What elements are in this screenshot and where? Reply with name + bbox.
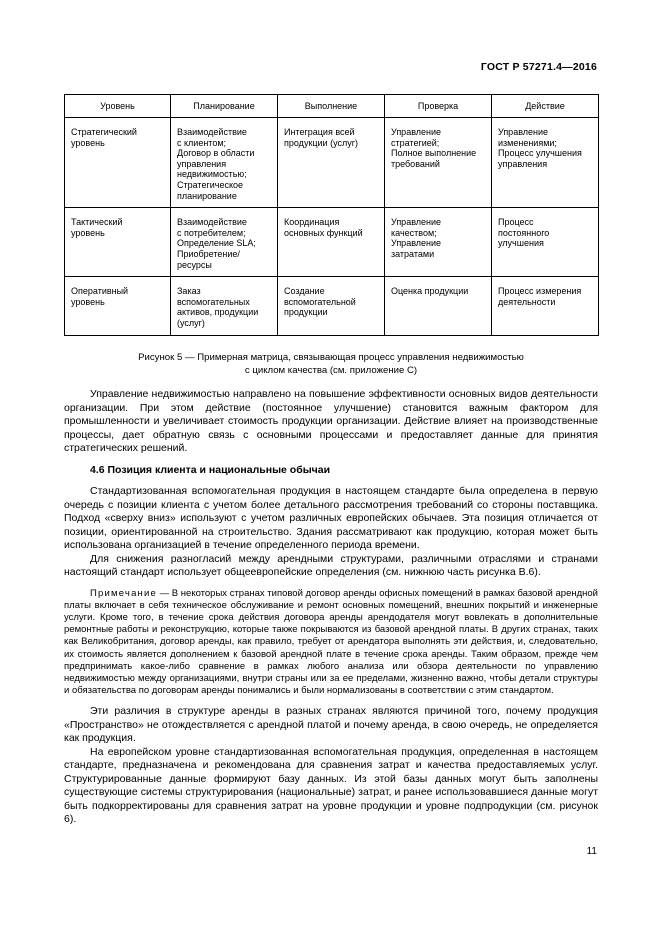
page-number: 11: [586, 846, 597, 857]
table-header-row: [65, 95, 599, 118]
paragraph: Стандартизованная вспомогательная продукция в настоящем стандарте была определена в первую очередь с позиции клиента с учетом более детального рассмотрения требований со стороны поставщика. Подход «сверху вниз» используют с учетом различных европейских обычаев. Эта позиция отличается от позиции, ориентированной на строительство. Здания рассматривают как продукцию, которая может быть использована организацией в течение определенного периода времени.: [64, 485, 598, 551]
figure-caption-line-2: с циклом качества (см. приложение С): [244, 365, 418, 376]
table-cell: Процесс измерения деятельности: [492, 277, 599, 335]
table-row-operational: [65, 277, 599, 335]
table-cell: Стратегический уровень: [65, 118, 171, 208]
table-cell: Управление стратегией; Полное выполнение требований: [385, 118, 492, 208]
column-header-level: Уровень: [65, 95, 171, 118]
table-cell: Процесс постоянного улучшения: [492, 208, 599, 277]
table-cell: Управление изменениями; Процесс улучшения управления: [492, 118, 599, 208]
table-cell: Заказ вспомогательных активов, продукции (услуг): [171, 277, 278, 335]
table-cell: Оперативный уровень: [65, 277, 171, 335]
note-text: — В некоторых странах типовой договор аренды офисных помещений в рамках базовой арендной платы включает в себя техническое обслуживание и ремонт основных помещений, внешних покрытий и инженерные услуги. Кроме того, в течение срока действия договора аренды арендодателя могут вовлекать в дополнительные ремонтные работы и реконструкцию, которые также покрываются из базовой арендной платы. В других странах, таких как Великобритания, договор аренды, как правило, требует от арендатора выполнять эти действия, и, следовательно, их стоимость является дополнением к базовой арендной плате в течение срока аренды. Таким образом, прежде чем предпринимать какое-либо сравнение в рамках любого анализа или обзора деятельности по управлению недвижимостью между организациями, внутри страны или за ее пределами, жизненно важно, чтобы детали структуры и обязательства по договорам аренды понимались и были нормализованы в соответствии с этим стандартом.: [64, 587, 598, 697]
table-row-tactical: [65, 208, 599, 277]
column-header-check: Проверка: [385, 95, 492, 118]
standard-id-header: ГОСТ Р 57271.4—2016: [480, 61, 597, 73]
table-cell: Взаимодействие с клиентом; Договор в области управления недвижимостью; Стратегическое планирование: [171, 118, 278, 208]
figure-caption: [64, 351, 598, 377]
column-header-act: Действие: [492, 95, 599, 118]
paragraph: Управление недвижимостью направлено на повышение эффективности основных видов деятельности организации. При этом действие (постоянное улучшение) становится важным фактором для промышленности и увеличивает стоимость продукции организации. Действие влияет на производственные процессы, дает обратную связь с основными процессами и предоставляет данные для принятия стратегических решений.: [64, 388, 598, 454]
column-header-do: Выполнение: [278, 95, 385, 118]
quality-matrix-table: [64, 94, 599, 336]
column-header-plan: Планирование: [171, 95, 278, 118]
note-label: Примечание: [90, 587, 157, 599]
table-cell: Управление качеством; Управление затратами: [385, 208, 492, 277]
section-heading: 4.6 Позиция клиента и национальные обычаи: [90, 463, 331, 476]
table-cell: Тактический уровень: [65, 208, 171, 277]
figure-caption-line-1: Рисунок 5 — Примерная матрица, связывающая процесс управления недвижимостью: [138, 352, 524, 363]
table-cell: Координация основных функций: [278, 208, 385, 277]
note: [64, 588, 598, 698]
body-text: [64, 388, 598, 827]
table-cell: Оценка продукции: [385, 277, 492, 335]
paragraph: Для снижения разногласий между арендными структурами, различными отраслями и странами настоящий стандарт использует общеевропейские определения (см. нижнюю часть рисунка В.6).: [64, 552, 598, 578]
table-row-strategic: [65, 118, 599, 208]
table-cell: Взаимодействие с потребителем; Определение SLA; Приобретение/ ресурсы: [171, 208, 278, 277]
paragraph: Эти различия в структуре аренды в разных странах являются причиной того, почему продукция «Пространство» не отождествляется с арендной платой и почему аренда, в свою очередь, не определяется как продукция.: [64, 705, 598, 745]
table-cell: Интеграция всей продукции (услуг): [278, 118, 385, 208]
paragraph: На европейском уровне стандартизованная вспомогательная продукция, определенная в настоящем стандарте, предназначена и рекомендована для сравнения затрат и качества предоставляемых услуг. Структурированные данные формируют базу данных. Из этой базы данных могут быть заполнены существующие системы структурирования (национальные) затрат, и ранее использовавшиеся данные могут быть подкорректированы для сравнения затрат на уровне продукции и уровне подпродукции (см. рисунок 6).: [64, 745, 598, 826]
table-cell: Создание вспомогательной продукции: [278, 277, 385, 335]
